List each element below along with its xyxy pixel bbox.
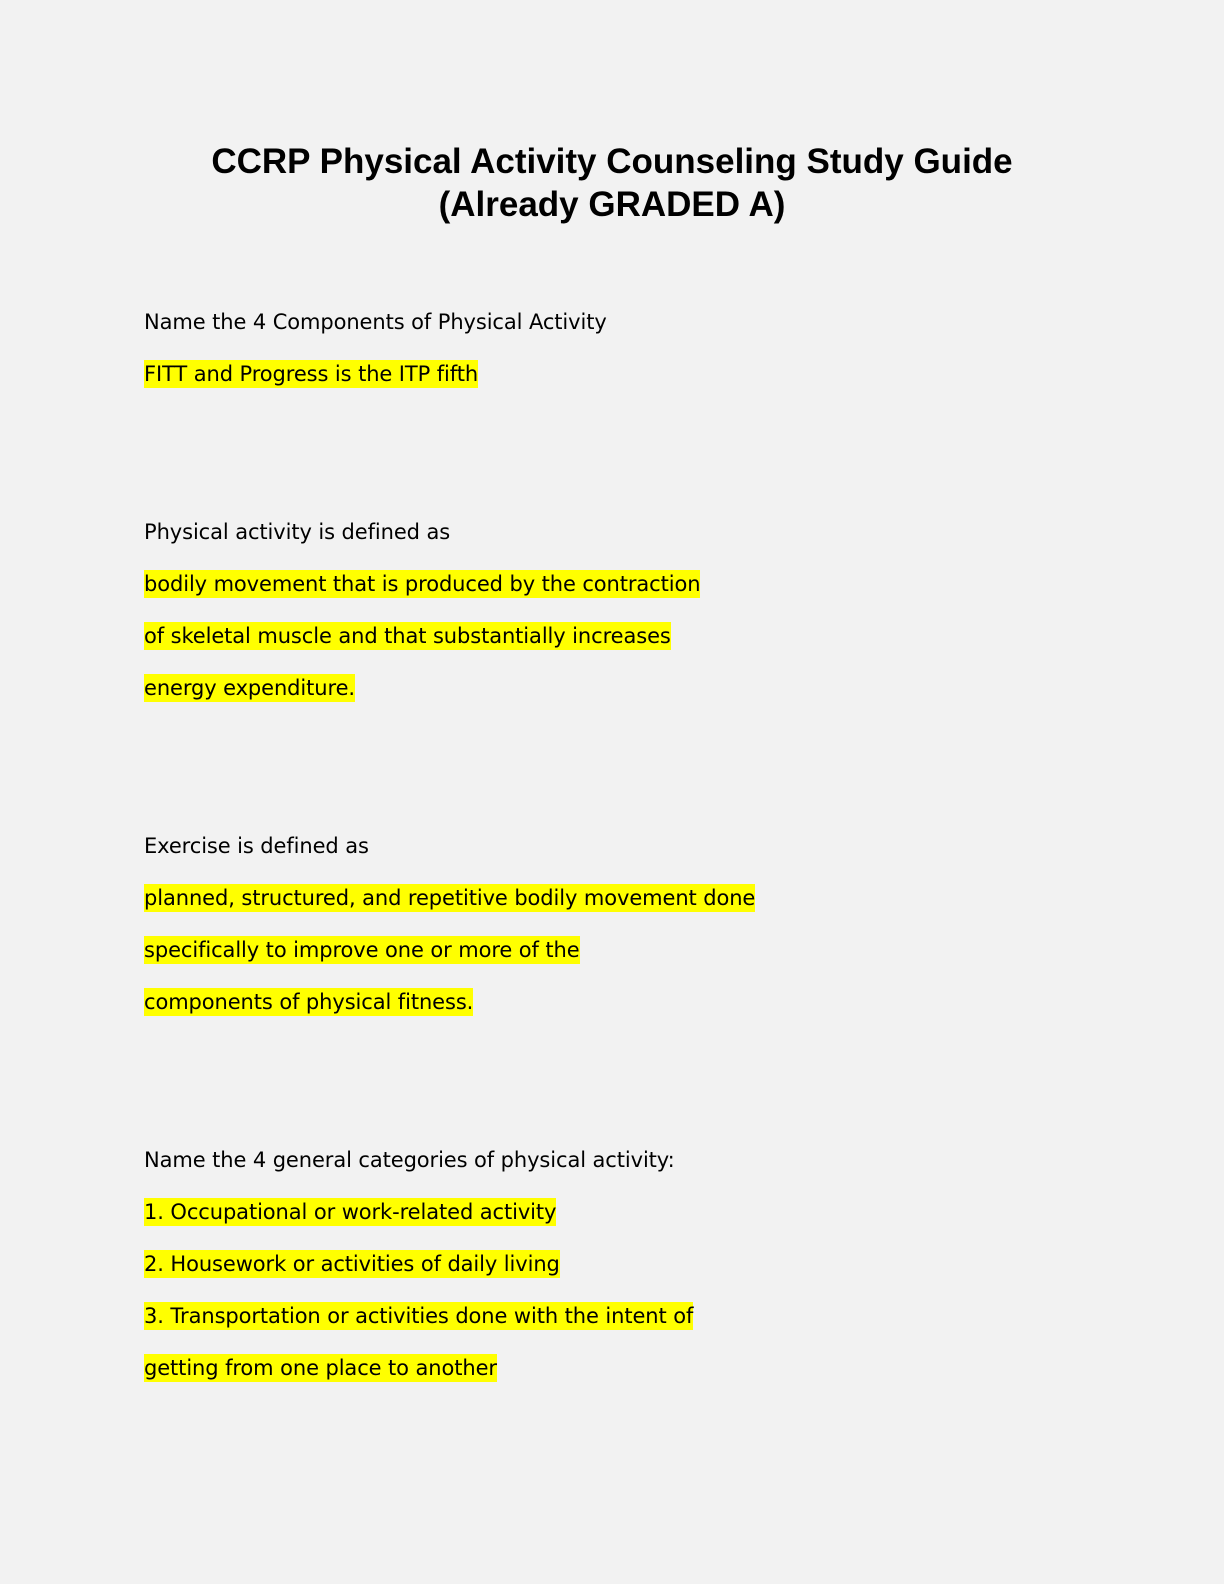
document-title <box>0 140 1224 226</box>
answer-3-line-2 <box>144 935 580 965</box>
answer-4-line-2 <box>144 1249 560 1279</box>
question-2-text: Physical activity is defined as <box>144 520 451 544</box>
highlighted-answer: energy expenditure. <box>144 676 355 700</box>
answer-2-line-2 <box>144 621 671 651</box>
question-1 <box>144 307 607 337</box>
question-3-text: Exercise is defined as <box>144 834 369 858</box>
highlighted-answer: specifically to improve one or more of the <box>144 938 580 962</box>
answer-2-line-3 <box>144 673 355 703</box>
highlighted-answer: bodily movement that is produced by the contraction <box>144 572 701 596</box>
answer-4-line-1 <box>144 1197 556 1227</box>
highlighted-answer: 1. Occupational or work-related activity <box>144 1200 557 1224</box>
highlighted-answer: FITT and Progress is the ITP fifth <box>144 362 479 386</box>
question-1-text: Name the 4 Components of Physical Activity <box>144 310 607 334</box>
answer-2-line-1 <box>144 569 700 599</box>
answer-3-line-1 <box>144 883 755 913</box>
title-line-2: (Already GRADED A) <box>438 185 786 224</box>
title-line-1: CCRP Physical Activity Counseling Study Guide <box>211 142 1013 181</box>
question-4 <box>144 1145 675 1175</box>
highlighted-answer: of skeletal muscle and that substantially increases <box>144 624 671 648</box>
highlighted-answer: components of physical fitness. <box>144 990 474 1014</box>
question-4-text: Name the 4 general categories of physical activity: <box>144 1148 675 1172</box>
highlighted-answer: 2. Housework or activities of daily living <box>144 1252 560 1276</box>
highlighted-answer: getting from one place to another <box>144 1356 497 1380</box>
question-2 <box>144 517 450 547</box>
answer-3-line-3 <box>144 987 473 1017</box>
highlighted-answer: 3. Transportation or activities done with the intent of <box>144 1304 694 1328</box>
highlighted-answer: planned, structured, and repetitive bodily movement done <box>144 886 756 910</box>
answer-4-line-4 <box>144 1353 497 1383</box>
question-3 <box>144 831 369 861</box>
answer-4-line-3 <box>144 1301 693 1331</box>
answer-1-line-1 <box>144 359 478 389</box>
